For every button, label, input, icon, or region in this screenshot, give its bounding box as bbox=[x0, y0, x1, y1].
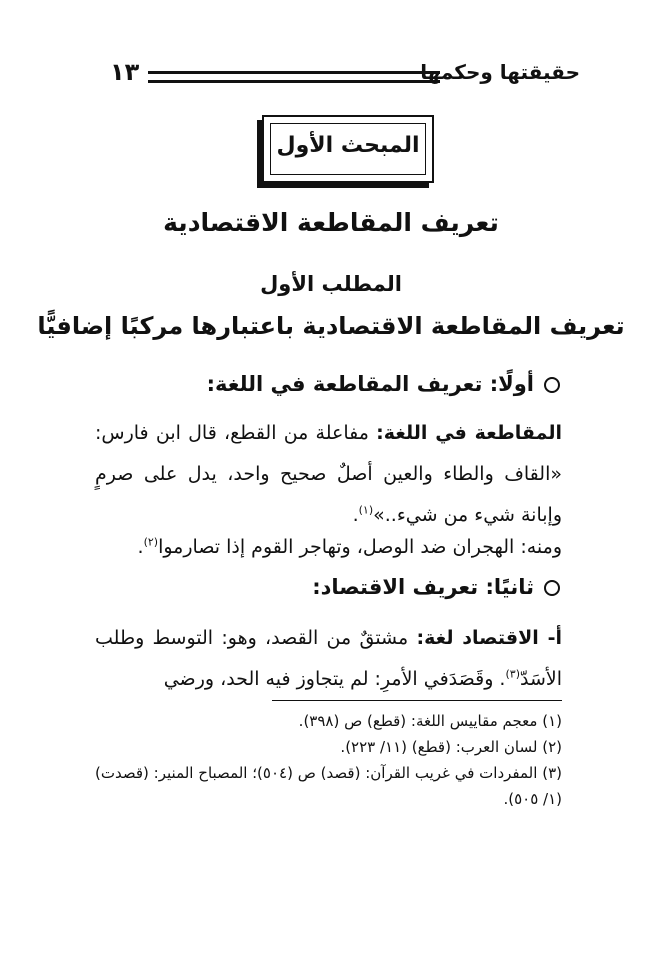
circle-bullet-icon bbox=[544, 580, 560, 596]
continuation-text: . وقَصَدَفي الأمرِ: لم يتجاوز فيه الحد، ورضي bbox=[163, 668, 506, 690]
circle-bullet-icon bbox=[544, 377, 560, 393]
main-heading: تعريف المقاطعة الاقتصادية bbox=[163, 208, 499, 237]
sentence-end: . bbox=[137, 536, 144, 558]
sentence-end: . bbox=[352, 504, 359, 526]
linguistic-definition-paragraph bbox=[95, 413, 562, 536]
footnote-3: (٣) المفردات في غريب القرآن: (قصد) ص (٥٠٤)؛ المصباح المنير: (قصدت) (١/ ٥٠٥). bbox=[95, 764, 563, 808]
footnote-ref-3: (٣) bbox=[505, 667, 520, 681]
economy-definition-paragraph bbox=[95, 618, 562, 700]
hijran-paragraph bbox=[95, 527, 562, 568]
footnote-ref-2: (٢) bbox=[143, 535, 159, 549]
running-header bbox=[110, 58, 580, 92]
footnote-2: (٢) لسان العرب: (قطع) (١١/ ٢٢٣). bbox=[340, 738, 562, 756]
footnote-1: (١) معجم مقاييس اللغة: (قطع) ص (٣٩٨). bbox=[298, 712, 562, 730]
definition-text: مشتقٌ من القصد، وهو: التوسط وطلب الأسَدّ bbox=[95, 627, 562, 690]
second-part-heading bbox=[312, 575, 560, 599]
section-label: المطلب الأول bbox=[260, 272, 402, 296]
hijran-sentence: ومنه: الهجران ضد الوصل، وتهاجر القوم إذا تصارموا bbox=[158, 536, 562, 558]
footnote-separator bbox=[272, 700, 562, 701]
definition-text: مفاعلة من القطع، قال ابن فارس: «القاف والطاء والعين أصلٌ صحيح واحد، يدل على صرمٍ وإبانة شيء من شيء..» bbox=[95, 422, 562, 526]
footnote-ref-1: (١) bbox=[358, 503, 374, 517]
header-rule bbox=[148, 71, 440, 83]
chapter-title: المبحث الأول bbox=[276, 133, 420, 158]
running-title: حقيقتها وحكمها bbox=[420, 60, 580, 84]
first-part-heading-text: أولًا: تعريف المقاطعة في اللغة: bbox=[206, 372, 534, 396]
chapter-title-box bbox=[262, 115, 434, 183]
first-part-heading bbox=[207, 372, 560, 396]
footnotes bbox=[95, 708, 562, 812]
section-subtitle: تعريف المقاطعة الاقتصادية باعتبارها مركبًا إضافيًّا bbox=[37, 312, 625, 340]
second-part-heading-text: ثانيًا: تعريف الاقتصاد: bbox=[312, 575, 534, 599]
term-label: أ- الاقتصاد لغة: bbox=[416, 627, 562, 649]
term-label: المقاطعة في اللغة: bbox=[376, 422, 562, 444]
page-number: ١٣ bbox=[110, 58, 140, 86]
